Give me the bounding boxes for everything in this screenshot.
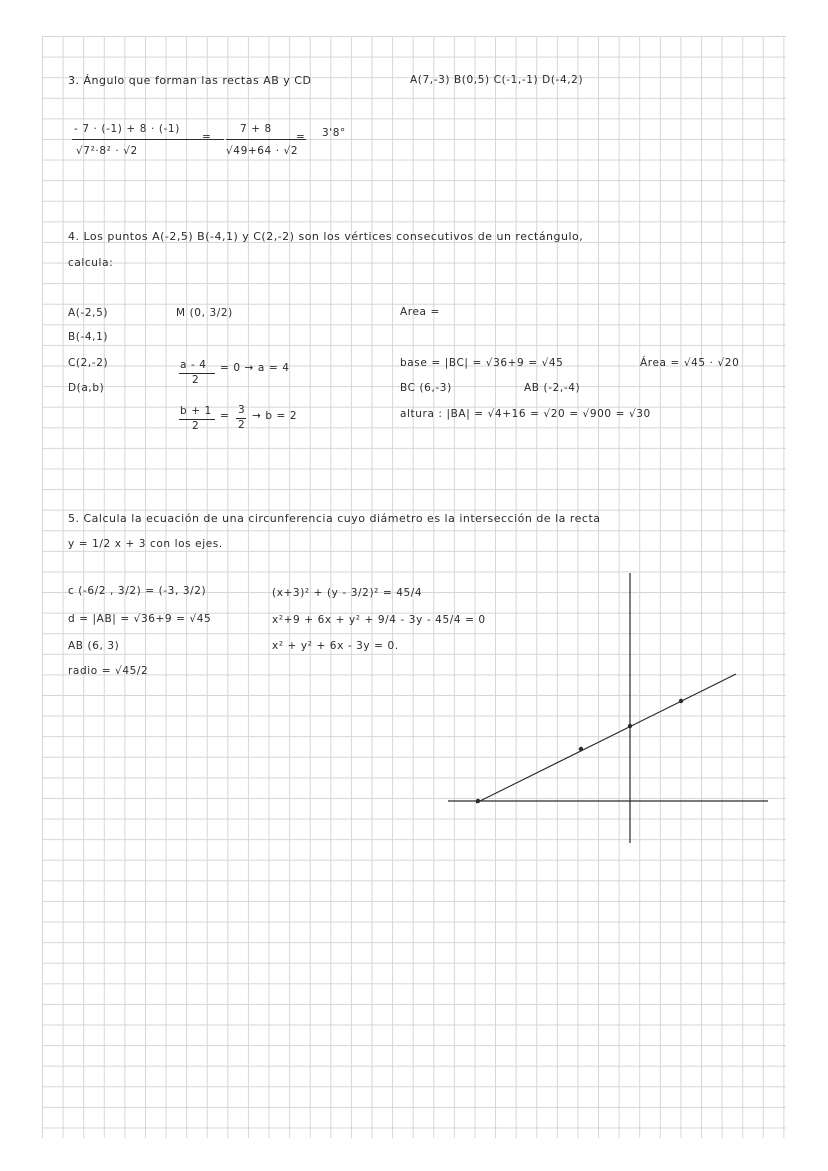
q4-area-result: Área = √45 · √20 — [640, 357, 740, 369]
q4-title: 4. Los puntos A(-2,5) B(-4,1) y C(2,-2) son los vértices consecutivos de un rectángulo, — [68, 230, 584, 243]
point-y-intercept — [628, 724, 632, 728]
q5-equation-2: x²+9 + 6x + y² + 9/4 - 3y - 45/4 = 0 — [272, 614, 486, 626]
q3-denominator2: √49+64 · √2 — [226, 145, 299, 157]
q4-frac1-num: a - 4 — [180, 359, 207, 371]
q4-altura: altura : |BA| = √4+16 = √20 = √900 = √30 — [400, 408, 651, 420]
point-x-intercept — [476, 799, 480, 803]
q4-point-a: A(-2,5) — [68, 307, 109, 319]
q4-area-label: Area = — [400, 306, 440, 318]
q5-equation-3: x² + y² + 6x - 3y = 0. — [272, 640, 399, 652]
q5-vector-ab: AB (6, 3) — [68, 640, 120, 652]
line-y-equals-half-x-plus-3 — [476, 674, 736, 803]
q3-denominator: √7²·8² · √2 — [76, 145, 138, 157]
q3-equals-2: = — [296, 131, 306, 143]
q5-diameter: d = |AB| = √36+9 = √45 — [68, 613, 212, 625]
q4-frac2-result: → b = 2 — [252, 410, 298, 422]
q4-point-c: C(2,-2) — [68, 357, 109, 369]
point-extra — [679, 699, 683, 703]
q5-title: 5. Calcula la ecuación de una circunferencia cuyo diámetro es la intersección de la recta — [68, 512, 601, 525]
q3-points: A(7,-3) B(0,5) C(-1,-1) D(-4,2) — [410, 74, 584, 86]
q3-numerator2: 7 + 8 — [240, 123, 272, 135]
q4-frac2-den: 2 — [192, 420, 200, 432]
point-center — [579, 747, 583, 751]
q4-midpoint: M (0, 3/2) — [176, 307, 233, 319]
q4-frac1-den: 2 — [192, 374, 200, 386]
q4-frac1-result: = 0 → a = 4 — [220, 362, 290, 374]
q4-point-d: D(a,b) — [68, 382, 105, 394]
q4-frac2-equals: = — [220, 410, 230, 422]
q5-radius: radio = √45/2 — [68, 665, 149, 677]
q3-result: 3'8° — [322, 127, 346, 139]
q5-center: c (-6/2 , 3/2) = (-3, 3/2) — [68, 585, 207, 597]
q4-title-2: calcula: — [68, 257, 114, 269]
q3-title: 3. Ángulo que forman las rectas AB y CD — [68, 74, 312, 87]
q3-equals: = — [202, 131, 212, 143]
q4-vector-bc: BC (6,-3) — [400, 382, 452, 394]
q5-title-2: y = 1/2 x + 3 con los ejes. — [68, 538, 223, 550]
q5-equation-1: (x+3)² + (y - 3/2)² = 45/4 — [272, 587, 423, 599]
q3-numerator: - 7 · (-1) + 8 · (-1) — [74, 123, 180, 135]
q4-frac2-den2: 2 — [238, 419, 246, 431]
q4-frac2-num2: 3 — [238, 404, 246, 416]
q4-point-b: B(-4,1) — [68, 331, 109, 343]
q4-frac2-num: b + 1 — [180, 405, 212, 417]
q4-base: base = |BC| = √36+9 = √45 — [400, 357, 564, 369]
q4-vector-ab: AB (-2,-4) — [524, 382, 581, 394]
